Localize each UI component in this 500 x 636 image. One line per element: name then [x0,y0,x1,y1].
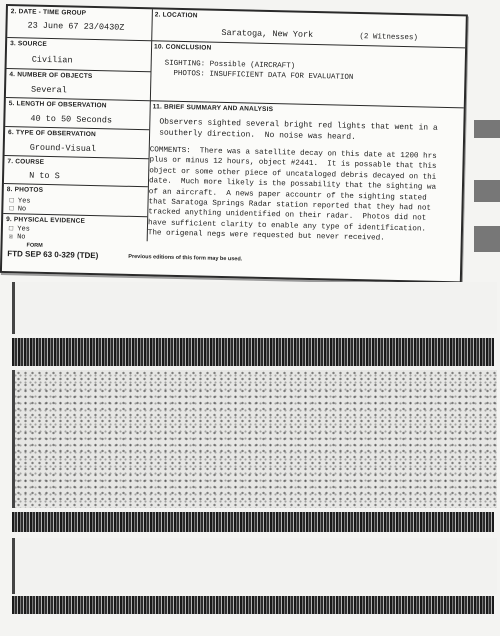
length-of-observation-label: 5. LENGTH OF OBSERVATION [8,100,107,110]
source-label: 3. SOURCE [10,40,48,48]
form-id: FTD SEP 63 0-329 (TDE) [7,249,99,261]
film-frame-2 [12,538,497,594]
course-cell [4,156,149,187]
film-dark-band-3 [12,596,494,614]
scan-edge-mark-2 [474,180,500,202]
photos-yes-label: Yes [17,197,31,206]
form-note: Previous editions of this form may be used. [128,253,243,263]
summary-label: 11. BRIEF SUMMARY AND ANALYSIS [152,103,274,114]
date-time-group-value: 23 June 67 23/0430Z [27,20,125,33]
summary-cell [147,101,464,248]
source-value: Civilian [31,54,73,66]
right-column [147,9,466,248]
film-noise-region [12,370,497,508]
number-of-objects-value: Several [30,84,67,96]
number-of-objects-cell [6,69,151,101]
scan-edge-mark-3 [474,226,500,252]
evidence-no-checkbox: ☒ No [8,233,26,242]
date-time-group-label: 2. DATE - TIME GROUP [10,8,87,17]
film-dark-band-1 [12,338,494,366]
physical-evidence-label: 9. PHYSICAL EVIDENCE [6,216,86,225]
number-of-objects-label: 4. NUMBER OF OBJECTS [9,71,93,80]
evidence-yes-label: Yes [17,225,30,234]
film-dark-band-2 [12,512,494,532]
left-column [3,6,153,241]
photos-label: 8. PHOTOS [6,186,44,194]
conclusion-sighting: SIGHTING: Possible (AIRCRAFT) [164,59,296,71]
source-cell [7,38,152,72]
conclusion-cell [150,41,465,108]
scan-edge-mark-1 [474,120,500,138]
type-of-observation-value: Ground-Visual [29,142,97,155]
evidence-no-label: No [17,233,26,242]
summary-text: Observers sighted several bright red lights that went in a southerly direction. No noise was heard. [159,117,438,142]
photos-yes-checkbox: □ Yes [9,197,31,206]
type-of-observation-label: 6. TYPE OF OBSERVATION [8,129,96,139]
location-label: 2. LOCATION [154,11,198,20]
photos-cell [3,184,148,217]
photos-no-checkbox: □ No [9,205,27,214]
length-of-observation-cell [5,98,150,130]
project-record-card [0,4,468,283]
location-value: Saratoga, New York [221,27,314,40]
date-time-group-cell [7,6,152,41]
type-of-observation-cell [5,127,150,159]
conclusion-photos: PHOTOS: INSUFFICIENT DATA FOR EVALUATION [173,69,354,82]
film-frame-1 [12,282,497,334]
comments-text: COMMENTS: There was a satellite decay on this date at 1200 hrs plus or minus 12 hours, object #2441. It is possable that this object or some other piece of uncataloged debris decayed on thi date. Much more likely is the possability that the sighting wa of an aircraft. A news paper accountr of the sighting stated that Saratoga Springs Radar station reported that they had not tracked anything unidentified on their radar. Photos did not have sufficient clarity to enable any type of identification. The origenal negs were requested but never received. [147,146,437,243]
course-value: N to S [29,170,60,182]
length-of-observation-value: 40 to 50 Seconds [30,113,113,126]
physical-evidence-cell [3,214,148,241]
photos-no-label: No [17,205,27,214]
form-word: FORM [26,242,43,249]
course-label: 7. COURSE [7,158,45,166]
witnesses-note: (2 Witnesses) [359,33,418,43]
evidence-yes-checkbox: □ Yes [8,225,30,234]
conclusion-label: 10. CONCLUSION [153,43,212,52]
